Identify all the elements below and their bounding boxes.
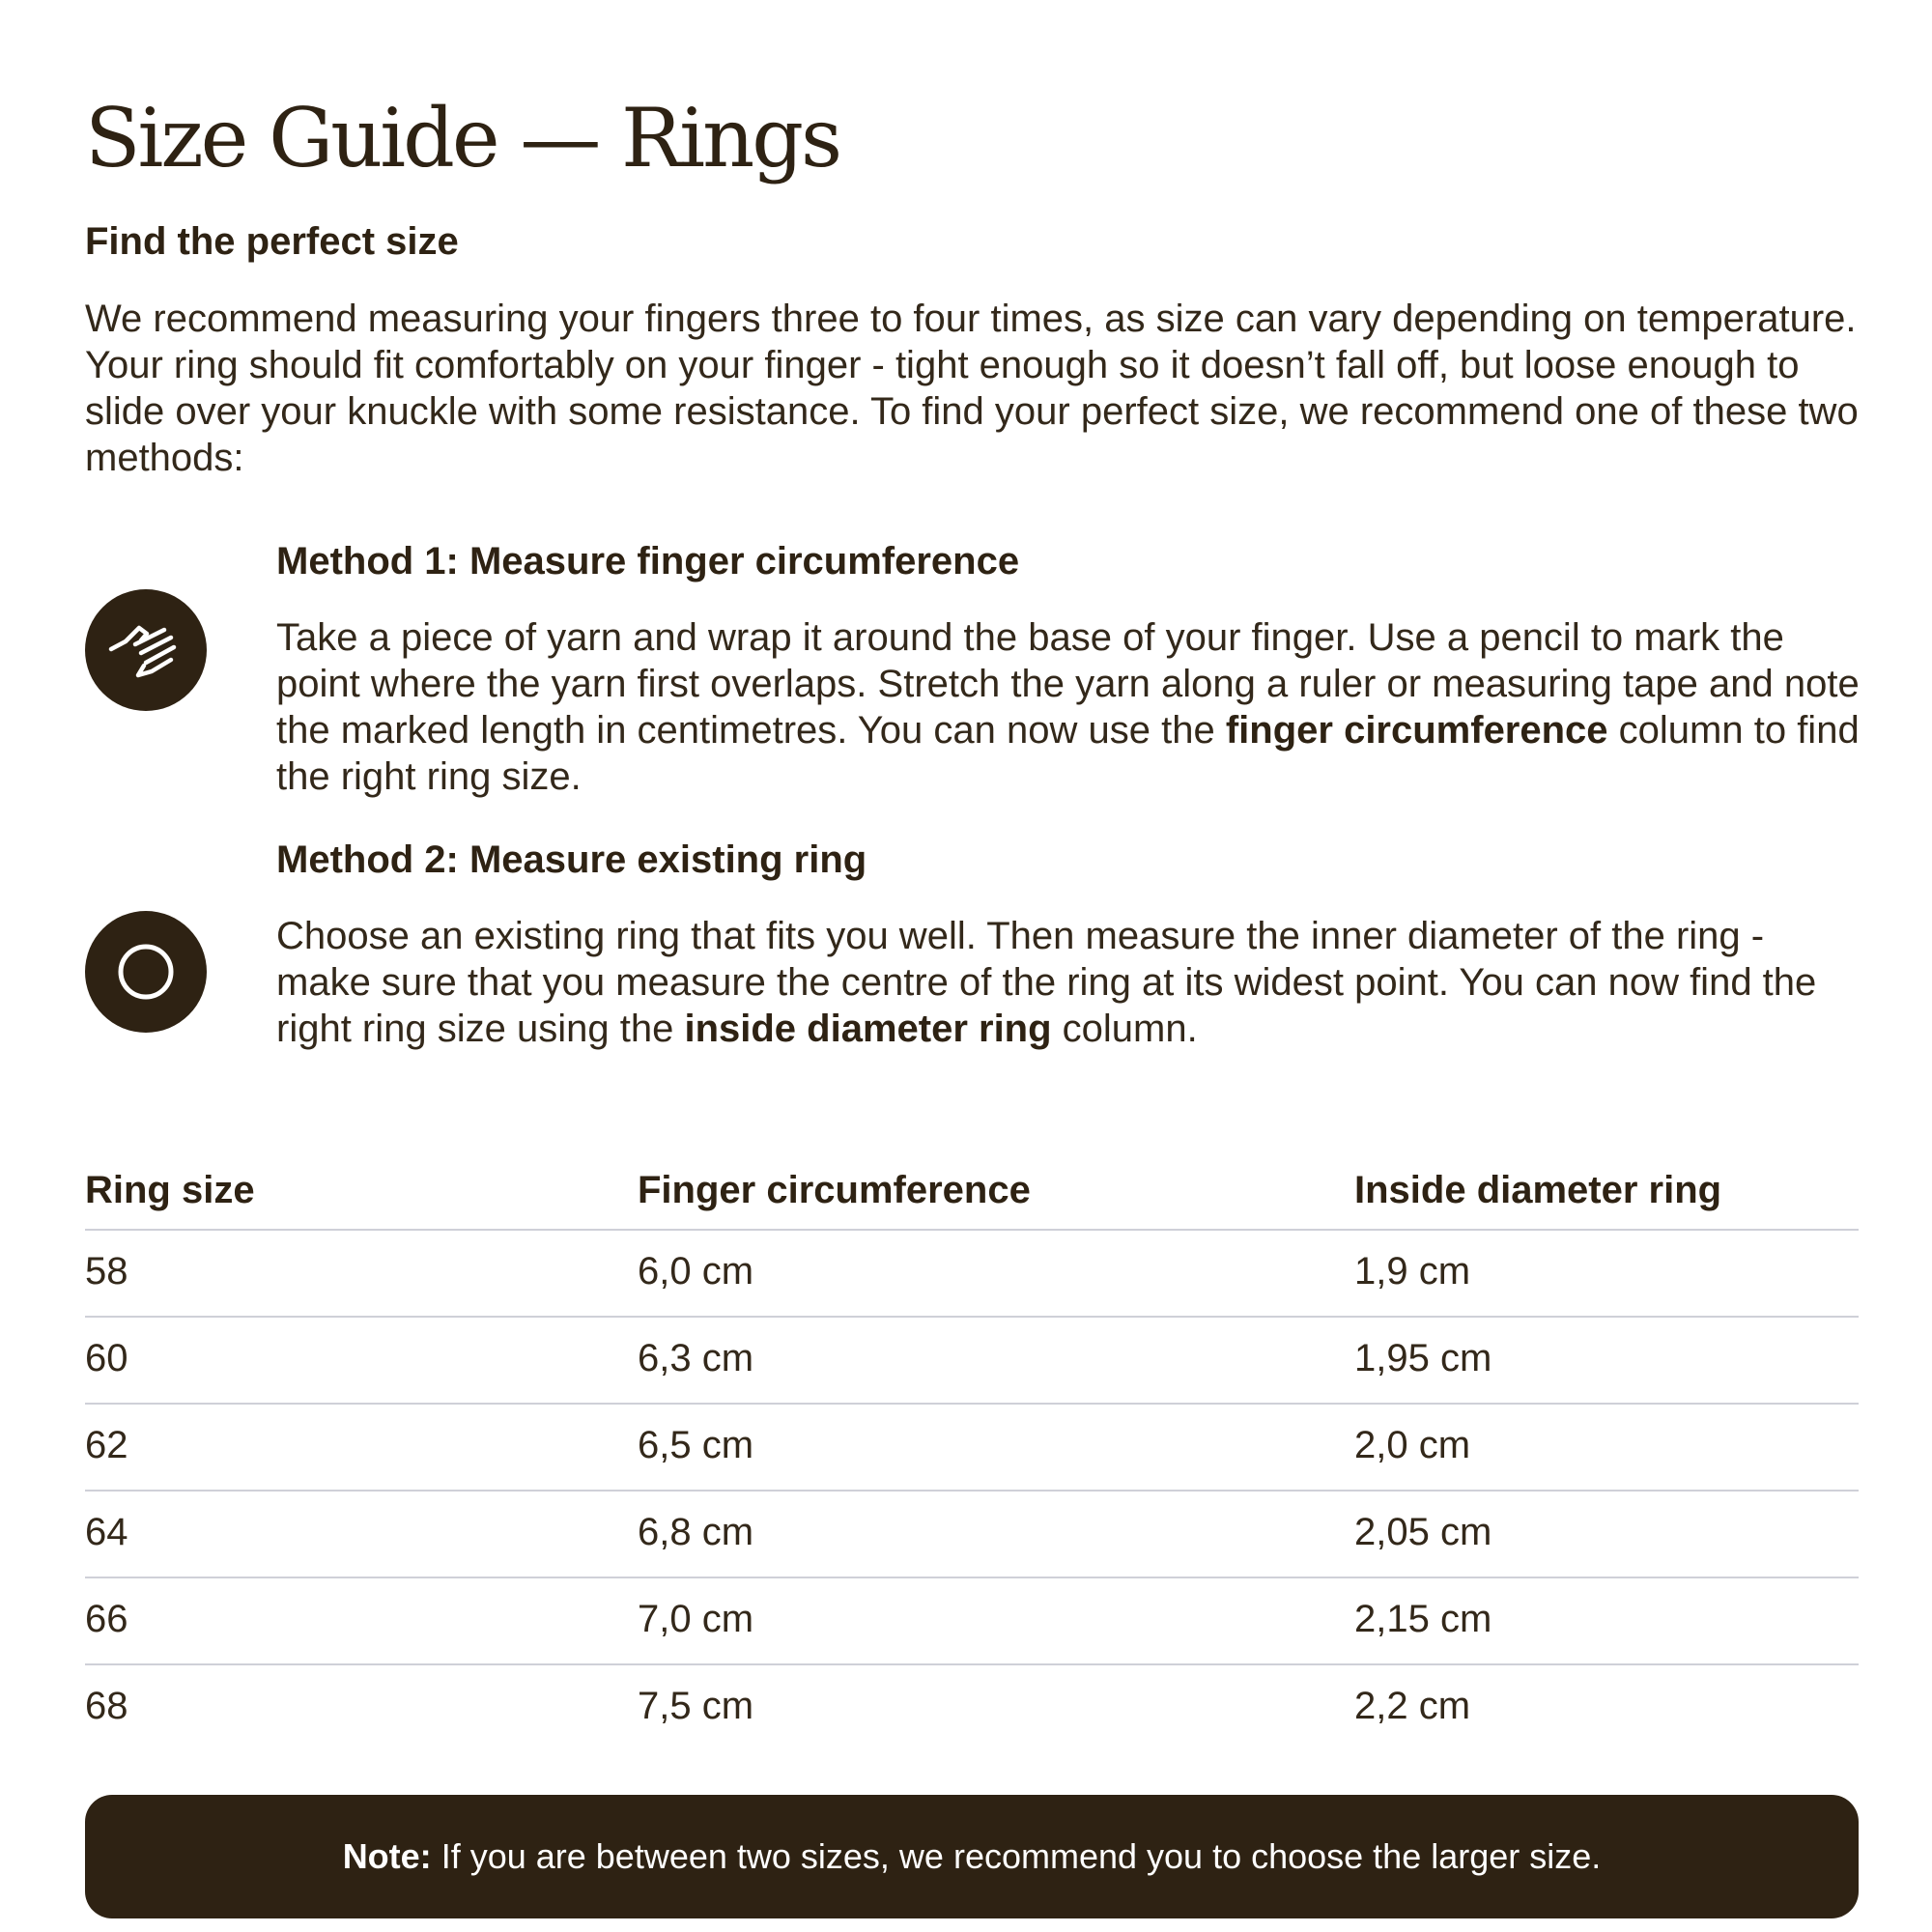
diameter-cell: 1,95 cm xyxy=(1354,1337,1492,1379)
table-header-row xyxy=(85,1150,1859,1231)
diameter-cell: 2,0 cm xyxy=(1354,1424,1471,1466)
header-inside-diameter: Inside diameter ring xyxy=(1354,1169,1722,1211)
hand-measure-icon xyxy=(85,589,207,711)
table-row xyxy=(85,1578,1859,1665)
note-label: Note: xyxy=(342,1836,432,1876)
method-1-heading: Method 1: Measure finger circumference xyxy=(276,540,1020,582)
header-finger-circumference: Finger circumference xyxy=(638,1169,1031,1211)
size-guide-page xyxy=(85,0,1859,1932)
method-1-text: Take a piece of yarn and wrap it around the base of your finger. Use a pencil to mark the point where the yarn first overlaps. Stretch the yarn along a ruler or measuring tape and note the marked length in centimetres. You can now use the finger circumference column to find the right ring size. xyxy=(276,616,1860,798)
circumference-cell: 6,5 cm xyxy=(638,1424,754,1466)
note-banner xyxy=(85,1795,1859,1918)
table-row xyxy=(85,1318,1859,1405)
method-2-heading: Method 2: Measure existing ring xyxy=(276,838,867,881)
method-2-text: Choose an existing ring that fits you well. Then measure the inner diameter of the ring - make sure that you measure the centre of the ring at its widest point. You can now find the right ring size using the inside diameter ring column. xyxy=(276,915,1817,1050)
table-row xyxy=(85,1665,1859,1752)
ring-size-cell: 62 xyxy=(85,1424,128,1466)
intro-paragraph: We recommend measuring your fingers three to four times, as size can vary depending on temperature. Your ring should fit comfortably on your finger - tight enough so it doesn’t fall off, but loose enough to slide over your knuckle with some resistance. To find your perfect size, we recommend one of these two methods: xyxy=(85,298,1859,479)
table-row xyxy=(85,1231,1859,1318)
diameter-cell: 2,05 cm xyxy=(1354,1511,1492,1553)
header-ring-size: Ring size xyxy=(85,1169,255,1211)
circumference-cell: 7,0 cm xyxy=(638,1598,754,1640)
inside-diameter-emphasis: inside diameter ring xyxy=(684,1008,1052,1050)
circumference-cell: 7,5 cm xyxy=(638,1685,754,1727)
circumference-cell: 6,8 cm xyxy=(638,1511,754,1553)
note-text: If you are between two sizes, we recommend you to choose the larger size. xyxy=(431,1836,1602,1876)
ring-circle-icon xyxy=(85,911,207,1033)
circumference-cell: 6,0 cm xyxy=(638,1250,754,1293)
ring-size-table xyxy=(85,1150,1859,1752)
ring-size-cell: 64 xyxy=(85,1511,128,1553)
diameter-cell: 1,9 cm xyxy=(1354,1250,1471,1293)
ring-size-cell: 58 xyxy=(85,1250,128,1293)
page-title: Size Guide — Rings xyxy=(85,91,840,185)
circumference-cell: 6,3 cm xyxy=(638,1337,754,1379)
ring-size-cell: 66 xyxy=(85,1598,128,1640)
table-row xyxy=(85,1492,1859,1578)
ring-size-cell: 68 xyxy=(85,1685,128,1727)
section-subtitle: Find the perfect size xyxy=(85,220,459,263)
table-row xyxy=(85,1405,1859,1492)
diameter-cell: 2,15 cm xyxy=(1354,1598,1492,1640)
ring-size-cell: 60 xyxy=(85,1337,128,1379)
diameter-cell: 2,2 cm xyxy=(1354,1685,1471,1727)
finger-circumference-emphasis: finger circumference xyxy=(1225,709,1608,752)
